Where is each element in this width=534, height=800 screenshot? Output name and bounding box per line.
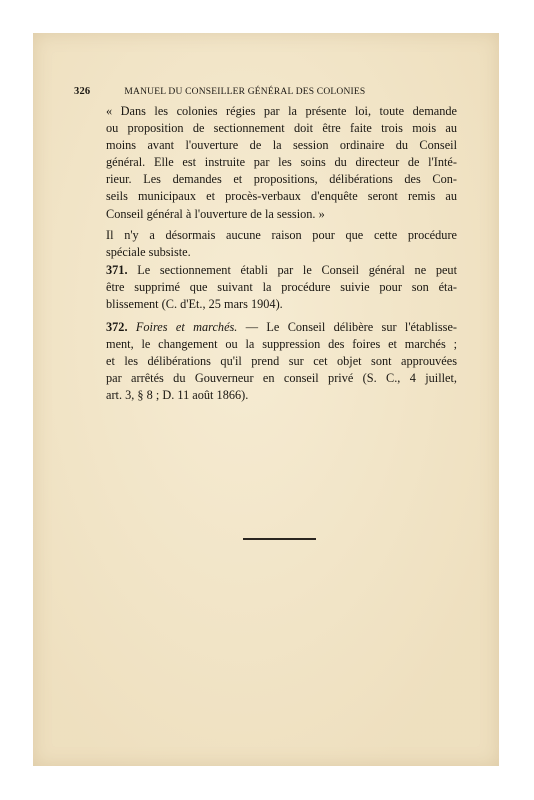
text-line: moins avant l'ouverture de la session ordinaire du Conseil (106, 138, 457, 153)
text-line: « Dans les colonies régies par la présente loi, toute demande (106, 104, 457, 118)
text-line: général. Elle est instruite par les soins du directeur de l'Inté- (106, 155, 457, 170)
text-line: être supprimé que suivant la procédure suivie pour son éta- (106, 280, 457, 295)
text-line: et les délibérations qu'il prend sur cet objet sont approuvées (106, 354, 457, 369)
page-number: 326 (74, 86, 91, 97)
text-line-content: Le sectionnement établi par le Conseil général ne peut (127, 263, 457, 277)
text-line: rieur. Les demandes et propositions, délibérations des Con- (106, 172, 457, 187)
text-line: spéciale subsiste. (106, 245, 191, 260)
paragraph-372 (106, 319, 457, 404)
text-line: Conseil général à l'ouverture de la session. » (106, 206, 325, 221)
end-rule (243, 538, 316, 540)
text-line: seils municipaux et procès-verbaux d'enquête seront remis au (106, 189, 457, 204)
section-number: 371. (106, 263, 128, 277)
paragraph-remark (106, 227, 457, 261)
text-line: Il n'y a désormais aucune raison pour que cette procédure (106, 228, 457, 242)
paragraph-371 (106, 262, 457, 313)
text-line: art. 3, § 8 ; D. 11 août 1866). (106, 388, 249, 403)
section-number: 372. (106, 320, 128, 334)
text-line (106, 319, 457, 336)
running-title: MANUEL DU CONSEILLER GÉNÉRAL DES COLONIES (124, 87, 366, 97)
text-line: par arrêtés du Gouverneur en conseil privé (S. C., 4 juillet, (106, 371, 457, 386)
page-header (74, 86, 457, 97)
text-line: ment, le changement ou la suppression des foires et marchés ; (106, 337, 457, 352)
section-title: Foires et marchés. (135, 320, 238, 334)
text-line (106, 262, 457, 279)
text-line-content: — Le Conseil délibère sur l'établisse- (237, 320, 457, 334)
paragraph-quote (106, 103, 457, 223)
text-line: blissement (C. d'Et., 25 mars 1904). (106, 297, 283, 312)
text-line: ou proposition de sectionnement doit être faite trois mois au (106, 121, 457, 136)
